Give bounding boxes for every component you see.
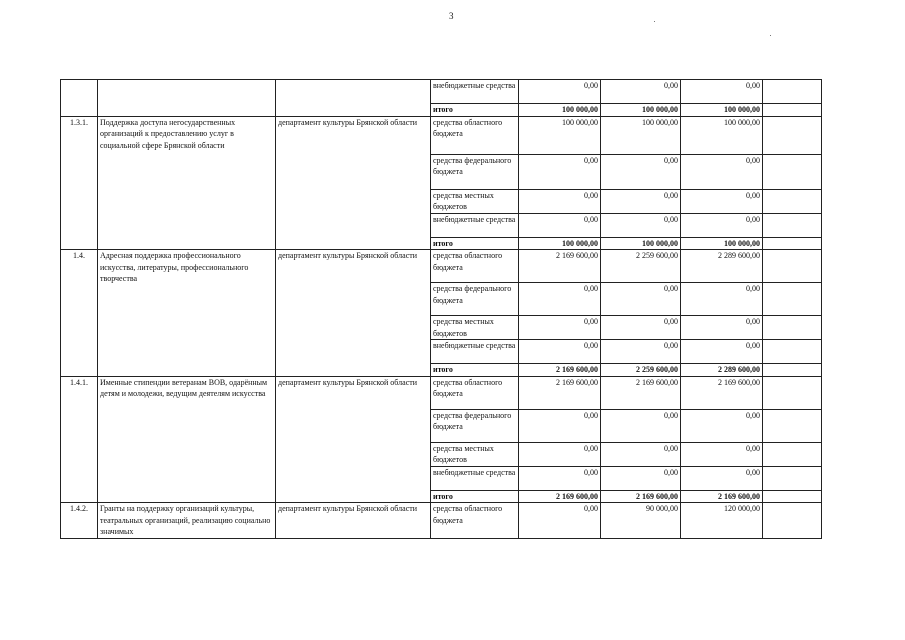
funding-source: внебюджетные средства [431,80,519,104]
value-year-2: 0,00 [601,80,681,104]
budget-table [60,79,822,539]
total-year-3: 2 169 600,00 [681,490,763,503]
value-year-1: 0,00 [519,340,601,364]
funding-source: внебюджетные средства [431,466,519,490]
empty-cell [763,250,822,283]
empty-cell [763,364,822,377]
total-year-1: 2 169 600,00 [519,364,601,377]
value-year-3: 0,00 [681,409,763,442]
value-year-2: 0,00 [601,283,681,316]
scan-speck [770,35,771,36]
funding-source-total: итого [431,237,519,250]
table-row [61,376,822,409]
table-row [61,250,822,283]
scan-speck [654,21,655,22]
table-row [61,116,822,154]
value-year-1: 100 000,00 [519,116,601,154]
value-year-1: 0,00 [519,503,601,539]
total-year-3: 100 000,00 [681,237,763,250]
value-year-1: 0,00 [519,189,601,213]
item-name-cell [98,80,276,117]
value-year-2: 2 169 600,00 [601,376,681,409]
value-year-2: 0,00 [601,340,681,364]
item-number: 1.4. [61,250,98,377]
executor: департамент культуры Брянской области [276,503,431,539]
item-name: Поддержка доступа негосударственных организаций к предоставлению услуг в социальной сфере Брянской области [98,116,276,250]
value-year-3: 0,00 [681,442,763,466]
total-year-2: 2 259 600,00 [601,364,681,377]
funding-source-total: итого [431,490,519,503]
value-year-1: 0,00 [519,213,601,237]
value-year-3: 2 169 600,00 [681,376,763,409]
empty-cell [763,490,822,503]
executor: департамент культуры Брянской области [276,376,431,503]
table-row [61,503,822,539]
empty-cell [763,442,822,466]
empty-cell [763,316,822,340]
value-year-2: 0,00 [601,409,681,442]
empty-cell [763,409,822,442]
executor: департамент культуры Брянской области [276,116,431,250]
executor: департамент культуры Брянской области [276,250,431,377]
empty-cell [763,80,822,104]
value-year-1: 2 169 600,00 [519,376,601,409]
total-year-2: 2 169 600,00 [601,490,681,503]
value-year-1: 0,00 [519,466,601,490]
empty-cell [763,503,822,539]
value-year-3: 120 000,00 [681,503,763,539]
funding-source-total: итого [431,104,519,117]
value-year-1: 0,00 [519,154,601,189]
value-year-3: 0,00 [681,316,763,340]
item-name: Адресная поддержка профессионального искусства, литературы, профессионального творчества [98,250,276,377]
funding-source: средства областного бюджета [431,116,519,154]
value-year-2: 0,00 [601,154,681,189]
empty-cell [763,376,822,409]
item-number: 1.3.1. [61,116,98,250]
value-year-3: 0,00 [681,466,763,490]
value-year-1: 0,00 [519,316,601,340]
value-year-2: 0,00 [601,213,681,237]
value-year-2: 0,00 [601,316,681,340]
funding-source: средства местных бюджетов [431,442,519,466]
total-year-1: 100 000,00 [519,237,601,250]
item-name: Гранты на поддержку организаций культуры, театральных организаций, реализацию социально значимых [98,503,276,539]
total-year-2: 100 000,00 [601,104,681,117]
funding-source: средства федерального бюджета [431,283,519,316]
empty-cell [763,189,822,213]
empty-cell [763,104,822,117]
value-year-3: 0,00 [681,154,763,189]
value-year-2: 0,00 [601,442,681,466]
value-year-3: 0,00 [681,283,763,316]
total-year-1: 2 169 600,00 [519,490,601,503]
value-year-3: 2 289 600,00 [681,250,763,283]
value-year-3: 100 000,00 [681,116,763,154]
item-number-cell [61,80,98,117]
value-year-2: 100 000,00 [601,116,681,154]
funding-source: внебюджетные средства [431,213,519,237]
total-year-1: 100 000,00 [519,104,601,117]
value-year-3: 0,00 [681,189,763,213]
empty-cell [763,154,822,189]
funding-source: средства областного бюджета [431,503,519,539]
empty-cell [763,466,822,490]
funding-source: средства местных бюджетов [431,316,519,340]
empty-cell [763,340,822,364]
funding-source: средства областного бюджета [431,250,519,283]
value-year-1: 2 169 600,00 [519,250,601,283]
funding-source: средства федерального бюджета [431,409,519,442]
table-row [61,80,822,104]
empty-cell [763,116,822,154]
value-year-1: 0,00 [519,283,601,316]
value-year-3: 0,00 [681,213,763,237]
value-year-3: 0,00 [681,80,763,104]
item-name: Именные стипендии ветеранам ВОВ, одарённым детям и молодежи, ведущим деятелям искусства [98,376,276,503]
empty-cell [763,237,822,250]
value-year-2: 90 000,00 [601,503,681,539]
page-number: 3 [449,11,454,21]
total-year-3: 100 000,00 [681,104,763,117]
value-year-1: 0,00 [519,442,601,466]
value-year-3: 0,00 [681,340,763,364]
item-number: 1.4.2. [61,503,98,539]
value-year-2: 0,00 [601,189,681,213]
value-year-1: 0,00 [519,80,601,104]
funding-source: средства федерального бюджета [431,154,519,189]
total-year-3: 2 289 600,00 [681,364,763,377]
empty-cell [763,283,822,316]
value-year-2: 0,00 [601,466,681,490]
value-year-2: 2 259 600,00 [601,250,681,283]
total-year-2: 100 000,00 [601,237,681,250]
funding-source-total: итого [431,364,519,377]
item-number: 1.4.1. [61,376,98,503]
funding-source: внебюджетные средства [431,340,519,364]
funding-source: средства областного бюджета [431,376,519,409]
funding-source: средства местных бюджетов [431,189,519,213]
value-year-1: 0,00 [519,409,601,442]
empty-cell [763,213,822,237]
executor-cell [276,80,431,117]
